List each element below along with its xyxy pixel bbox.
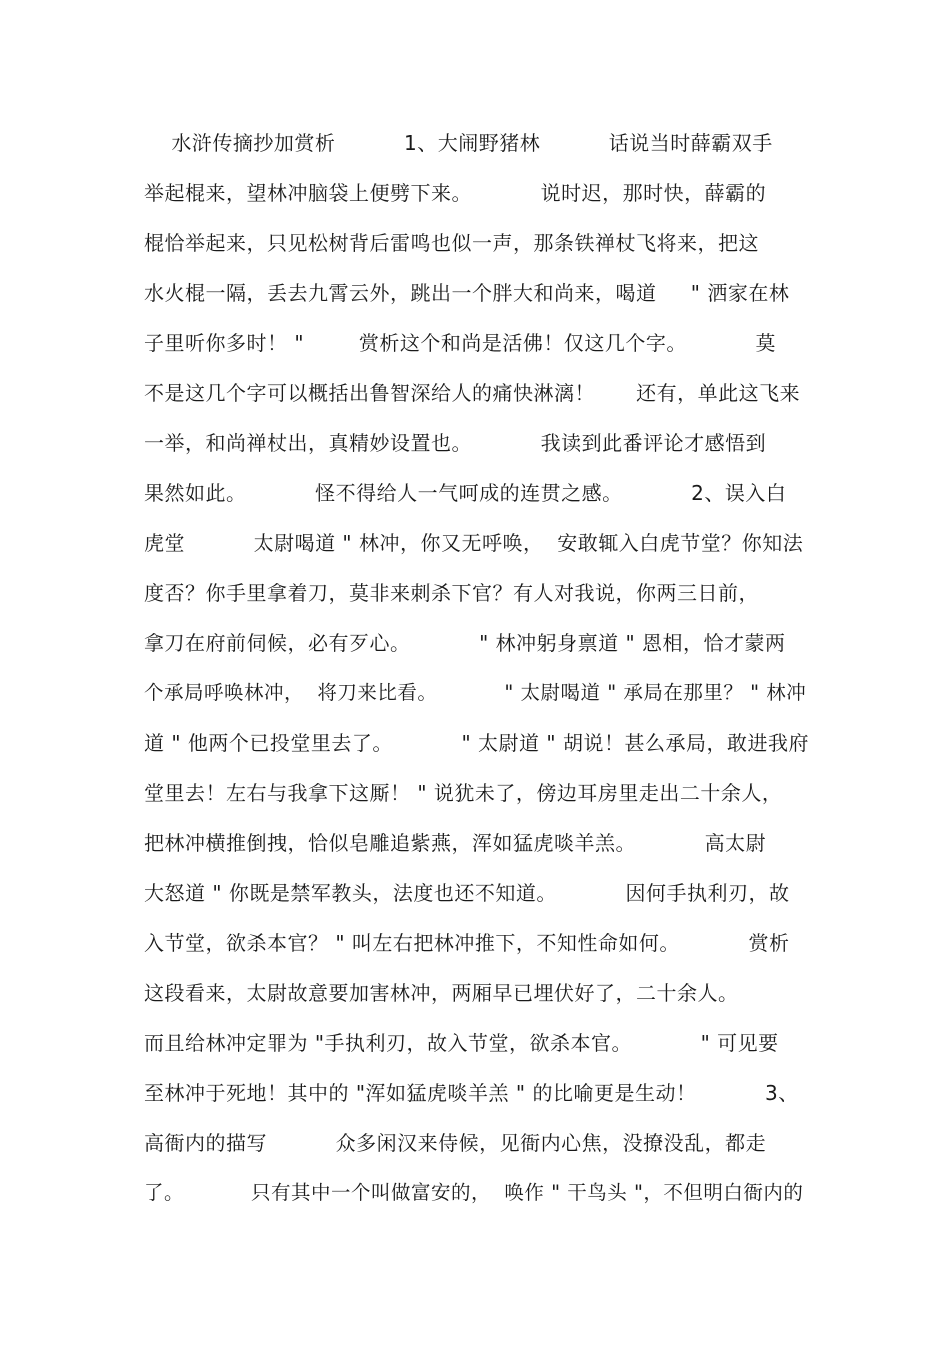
text-line: 了。 只有其中一个叫做富安的， 唤作 " 干鸟头 "，不但明白衙内的 bbox=[144, 1181, 804, 1204]
text-line: 不是这几个字可以概括出鲁智深给人的痛快淋漓！ 还有，单此这飞来 bbox=[144, 381, 801, 405]
text-line: 果然如此。 怪不得给人一气呵成的连贯之感。 2、误入白 bbox=[144, 481, 787, 505]
text-line: 棍恰举起来，只见松树背后雷鸣也似一声，那条铁禅杖飞将来，把这 bbox=[144, 231, 759, 255]
text-line: 高衙内的描写 众多闲汉来侍候，见衙内心焦，没撩没乱，都走 bbox=[144, 1131, 767, 1155]
text-line: 而且给林冲定罪为 "手执利刃，故入节堂，欲杀本官。 " 可见要 bbox=[144, 1031, 779, 1055]
text-line: 一举，和尚禅杖出，真精妙设置也。 我读到此番评论才感悟到 bbox=[144, 431, 767, 455]
body-text bbox=[144, 118, 814, 1218]
text-line: 大怒道 " 你既是禁军教头，法度也还不知道。 因何手执利刃，故 bbox=[144, 881, 790, 905]
text-line: 把林冲横推倒拽，恰似皂雕追紫燕，浑如猛虎啖羊羔。 高太尉 bbox=[144, 831, 767, 855]
text-line: 堂里去！左右与我拿下这厮！ " 说犹未了，傍边耳房里走出二十余人， bbox=[144, 781, 783, 805]
text-line: 入节堂，欲杀本官？ " 叫左右把林冲推下，不知性命如何。 赏析 bbox=[144, 931, 790, 955]
text-line: 度否？你手里拿着刀，莫非来刺杀下官？有人对我说，你两三日前， bbox=[144, 581, 759, 605]
text-line: 这段看来，太尉故意要加害林冲，两厢早已埋伏好了，二十余人。 bbox=[144, 981, 739, 1005]
text-line: 至林冲于死地！其中的 "浑如猛虎啖羊羔 " 的比喻更是生动！ 3、 bbox=[144, 1081, 799, 1105]
text-line: 子里听你多时！ " 赏析这个和尚是活佛！仅这几个字。 莫 bbox=[144, 331, 776, 355]
text-line: 水火棍一隔，丢去九霄云外，跳出一个胖大和尚来，喝道 " 洒家在林 bbox=[144, 281, 790, 305]
text-line: 道 " 他两个已投堂里去了。 " 太尉道 " 胡说！甚么承局，敢进我府 bbox=[144, 731, 809, 755]
text-line: 水浒传摘抄加赏析 1、大闹野猪林 话说当时薛霸双手 bbox=[144, 131, 773, 155]
text-line: 虎堂 太尉喝道 " 林冲，你又无呼唤， 安敢辄入白虎节堂？你知法 bbox=[144, 531, 804, 555]
text-line: 举起棍来，望林冲脑袋上便劈下来。 说时迟，那时快，薛霸的 bbox=[144, 181, 767, 205]
text-line: 拿刀在府前伺候，必有歹心。 " 林冲躬身禀道 " 恩相，恰才蒙两 bbox=[144, 631, 786, 655]
text-line: 个承局呼唤林冲， 将刀来比看。 " 太尉喝道 " 承局在那里？ " 林冲 bbox=[144, 681, 807, 704]
